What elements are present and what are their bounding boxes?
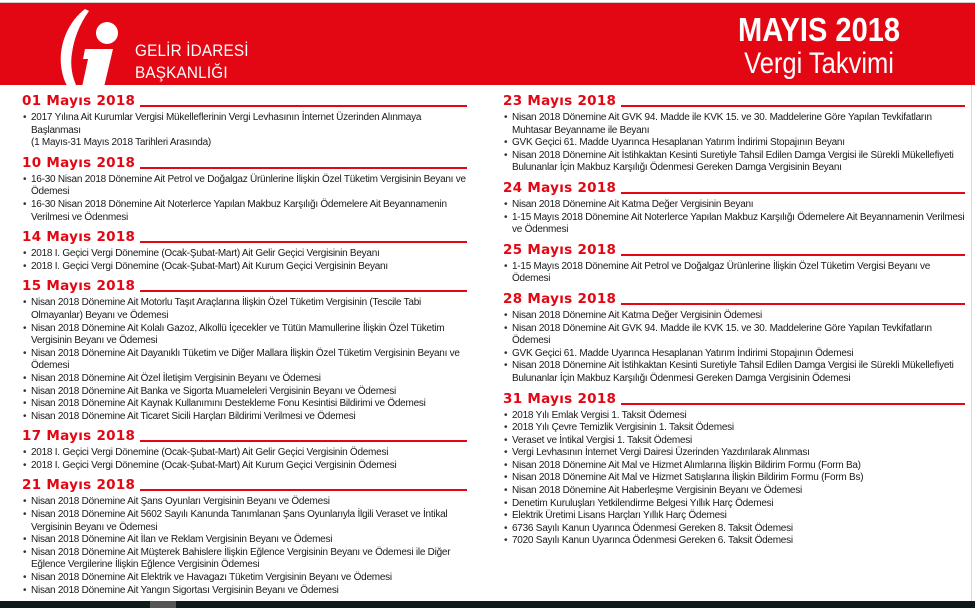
date-label: 25 Mayıs 2018 — [503, 241, 617, 258]
date-heading — [22, 230, 467, 245]
list-item: • Nisan 2018 Dönemine Ait Kolalı Gazoz, Alkollü İçecekler ve Tütün Mamullerine İlişkin Özel Tüketim Vergisinin Beyanı ve Ödemesi — [22, 323, 467, 348]
date-label: 14 Mayıs 2018 — [22, 229, 136, 246]
scrollbar-thumb[interactable] — [150, 601, 176, 608]
divider — [621, 254, 965, 256]
header-banner — [0, 2, 975, 85]
list-item: • 16-30 Nisan 2018 Dönemine Ait Petrol ve Doğalgaz Ürünlerine İlişkin Özel Tüketim Vergisinin Beyanı ve Ödemesi — [22, 174, 467, 199]
list-item: • 2018 I. Geçici Vergi Dönemine (Ocak-Şubat-Mart) Ait Kurum Geçici Vergisinin Beyanı — [22, 261, 467, 274]
list-item: • 2018 I. Geçici Vergi Dönemine (Ocak-Şubat-Mart) Ait Gelir Geçici Vergisinin Beyanı — [22, 248, 467, 261]
date-heading — [503, 292, 965, 307]
divider — [621, 192, 965, 194]
list-item: • Nisan 2018 Dönemine Ait Elektrik ve Havagazı Tüketim Vergisinin Beyanı ve Ödemesi — [22, 572, 467, 585]
date-section — [22, 279, 467, 423]
divider — [140, 167, 467, 169]
divider — [140, 290, 467, 292]
date-heading — [22, 279, 467, 294]
date-section — [503, 392, 965, 549]
list-item: • Nisan 2018 Dönemine Ait Mal ve Hizmet Alımlarına İlişkin Bildirim Formu (Form Ba) — [503, 460, 965, 473]
date-heading — [22, 429, 467, 444]
date-heading — [22, 156, 467, 171]
list-item: • Nisan 2018 Dönemine Ait Haberleşme Vergisinin Beyanı ve Ödemesi — [503, 485, 965, 498]
divider — [140, 489, 467, 491]
item-list — [503, 410, 965, 549]
page-subtitle: Vergi Takvimi — [744, 47, 894, 80]
list-item: • Nisan 2018 Dönemine Ait Katma Değer Vergisinin Beyanı — [503, 199, 965, 212]
list-item: • Nisan 2018 Dönemine Ait Katma Değer Vergisinin Ödemesi — [503, 310, 965, 323]
logo-line-2: BAŞKANLIĞI — [135, 63, 228, 82]
date-section — [503, 292, 965, 386]
date-label: 21 Mayıs 2018 — [22, 477, 136, 494]
list-item: • 1-15 Mayıs 2018 Dönemine Ait Petrol ve Doğalgaz Ürünlerine İlişkin Özel Tüketim Vergisi Beyanı ve Ödemesi — [503, 261, 965, 286]
date-label: 28 Mayıs 2018 — [503, 290, 617, 307]
item-list — [22, 248, 467, 273]
date-section — [22, 94, 467, 150]
date-label: 23 Mayıs 2018 — [503, 93, 617, 109]
date-label: 31 Mayıs 2018 — [503, 390, 617, 407]
gib-logo — [55, 7, 255, 87]
list-item: • Elektrik Üretimi Lisans Harçları Yıllık Harç Ödemesi — [503, 510, 965, 523]
list-item: • GVK Geçici 61. Madde Uyarınca Hesaplanan Yatırım İndirimi Stopajının Beyanı — [503, 137, 965, 150]
list-item: • 2018 Yılı Emlak Vergisi 1. Taksit Ödemesi — [503, 410, 965, 423]
right-column — [503, 94, 965, 554]
logo-line-1: GELİR İDARESİ — [135, 41, 249, 60]
item-list — [503, 112, 965, 175]
list-item: • Nisan 2018 Dönemine Ait 5602 Sayılı Kanunda Tanımlanan Şans Oyunlarıyla İlgili Veraset ve İntikal Vergisinin Beyanı ve Ödemesi — [22, 509, 467, 534]
date-heading — [503, 392, 965, 407]
list-item: • 7020 Sayılı Kanun Uyarınca Ödenmesi Gereken 6. Taksit Ödemesi — [503, 535, 965, 548]
list-item: • Vergi Levhasının İnternet Vergi Dairesi Üzerinden Yazdırılarak Alınması — [503, 447, 965, 460]
date-label: 17 Mayıs 2018 — [22, 428, 136, 445]
list-item: • Nisan 2018 Dönemine Ait İstihkaktan Kesinti Suretiyle Tahsil Edilen Damga Vergisi ile Sürekli Mükellefiyeti Bulunanlar İçin Makbuz Karşılığı Ödenmesi Gereken Damga Vergisinin Beyanı — [503, 150, 965, 175]
list-item: • 2017 Yılına Ait Kurumlar Vergisi Mükelleflerinin Vergi Levhasının İnternet Üzerinden Alınmaya Başlanması — [22, 112, 467, 137]
page-edge — [971, 85, 972, 601]
logo-wordmark — [135, 40, 249, 84]
divider — [140, 105, 467, 107]
date-label: 24 Mayıs 2018 — [503, 179, 617, 196]
date-heading — [503, 181, 965, 196]
list-item: • Nisan 2018 Dönemine Ait İstihkaktan Kesinti Suretiyle Tahsil Edilen Damga Vergisi ile Sürekli Mükellefiyeti Bulunanlar İçin Makbuz Karşılığı Ödenmesi Gereken Damga Vergisinin Ödemesi — [503, 360, 965, 385]
date-section — [22, 429, 467, 472]
list-item: • Nisan 2018 Dönemine Ait GVK 94. Madde ile KVK 15. ve 30. Maddelerine Göre Yapılan Tevkifatların Ödemesi — [503, 323, 965, 348]
page-title: MAYIS 2018 — [737, 11, 900, 48]
item-list — [22, 112, 467, 150]
item-list — [503, 199, 965, 237]
list-item: • Nisan 2018 Dönemine Ait Özel İletişim Vergisinin Beyanı ve Ödemesi — [22, 373, 467, 386]
item-list — [22, 297, 467, 423]
list-item: • 6736 Sayılı Kanun Uyarınca Ödenmesi Gereken 8. Taksit Ödemesi — [503, 523, 965, 536]
list-item: • GVK Geçici 61. Madde Uyarınca Hesaplanan Yatırım İndirimi Stopajının Ödemesi — [503, 348, 965, 361]
list-item: • 2018 I. Geçici Vergi Dönemine (Ocak-Şubat-Mart) Ait Kurum Geçici Vergisinin Ödemesi — [22, 460, 467, 473]
date-label: 10 Mayıs 2018 — [22, 154, 136, 171]
list-item: • Nisan 2018 Dönemine Ait İlan ve Reklam Vergisinin Beyanı ve Ödemesi — [22, 534, 467, 547]
left-column — [22, 94, 467, 603]
list-item: • Nisan 2018 Dönemine Ait Mal ve Hizmet Satışlarına İlişkin Bildirim Formu (Form Bs) — [503, 472, 965, 485]
item-list — [503, 310, 965, 386]
list-item: • 16-30 Nisan 2018 Dönemine Ait Noterlerce Yapılan Makbuz Karşılığı Ödemelere Ait Beyannamenin Verilmesi ve Ödenmesi — [22, 199, 467, 224]
list-item: • Nisan 2018 Dönemine Ait Ticaret Sicili Harçları Bildirimi Verilmesi ve Ödemesi — [22, 411, 467, 424]
list-item: • Nisan 2018 Dönemine Ait Dayanıklı Tüketim ve Diğer Mallara İlişkin Özel Tüketim Vergisinin Beyanı ve Ödemesi — [22, 348, 467, 373]
item-list — [503, 261, 965, 286]
date-section — [22, 230, 467, 273]
list-item-note: (1 Mayıs-31 Mayıs 2018 Tarihleri Arasında) — [31, 137, 211, 149]
date-heading — [503, 243, 965, 258]
date-heading — [22, 94, 467, 109]
list-item: • Nisan 2018 Dönemine Ait Kaynak Kullanımını Destekleme Fonu Kesintisi Bildirimi ve Ödemesi — [22, 398, 467, 411]
item-list — [22, 447, 467, 472]
list-item: • Nisan 2018 Dönemine Ait Şans Oyunları Vergisinin Beyanı ve Ödemesi — [22, 496, 467, 509]
date-section — [503, 94, 965, 175]
divider — [140, 440, 467, 442]
list-item: • 1-15 Mayıs 2018 Dönemine Ait Noterlerce Yapılan Makbuz Karşılığı Ödemelere Ait Beyannamenin Verilmesi ve Ödenmesi — [503, 212, 965, 237]
list-item: • Nisan 2018 Dönemine Ait Müşterek Bahislere İlişkin Eğlence Vergisinin Beyanı ve Ödemesi ile Diğer Eğlence Vergilerine İlişkin Eğlence Vergisinin Ödemesi — [22, 547, 467, 572]
divider — [140, 241, 467, 243]
list-item: • Nisan 2018 Dönemine Ait Banka ve Sigorta Muameleleri Vergisinin Beyanı ve Ödemesi — [22, 386, 467, 399]
list-item: • Nisan 2018 Dönemine Ait GVK 94. Madde ile KVK 15. ve 30. Maddelerine Göre Yapılan Tevkifatların Muhtasar Beyanname ile Beyanı — [503, 112, 965, 137]
divider — [621, 105, 965, 107]
divider — [621, 403, 965, 405]
date-section — [22, 156, 467, 224]
date-section — [503, 181, 965, 237]
list-item: • Nisan 2018 Dönemine Ait Yangın Sigortası Vergisinin Beyanı ve Ödemesi — [22, 585, 467, 598]
date-section — [503, 243, 965, 286]
list-item: • Nisan 2018 Dönemine Ait Motorlu Taşıt Araçlarına İlişkin Özel Tüketim Vergisinin (Tescile Tabi Olmayanlar) Beyanı ve Ödemesi — [22, 297, 467, 322]
item-list — [22, 174, 467, 224]
list-item: • 2018 Yılı Çevre Temizlik Vergisinin 1. Taksit Ödemesi — [503, 422, 965, 435]
date-heading — [22, 478, 467, 493]
title-block — [727, 13, 911, 81]
date-label: 15 Mayıs 2018 — [22, 278, 136, 295]
list-item: • Veraset ve İntikal Vergisi 1. Taksit Ödemesi — [503, 435, 965, 448]
gib-logo-icon — [55, 7, 130, 87]
list-item: • Denetim Kuruluşları Yetkilendirme Belgesi Yıllık Harç Ödemesi — [503, 498, 965, 511]
bottom-bar — [0, 601, 975, 608]
list-item: • 2018 I. Geçici Vergi Dönemine (Ocak-Şubat-Mart) Ait Gelir Geçici Vergisinin Ödemesi — [22, 447, 467, 460]
date-section — [22, 478, 467, 597]
item-list — [22, 496, 467, 597]
date-heading — [503, 94, 965, 109]
date-label: 01 Mayıs 2018 — [22, 93, 136, 109]
divider — [621, 303, 965, 305]
